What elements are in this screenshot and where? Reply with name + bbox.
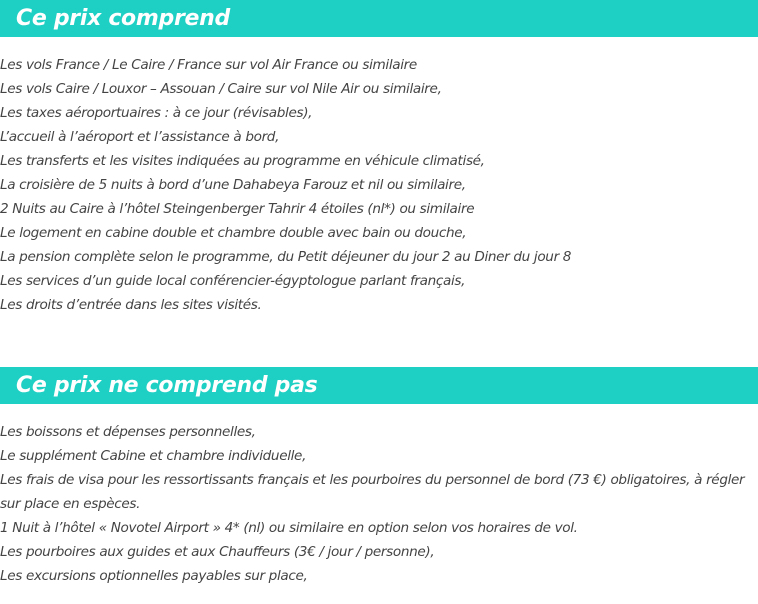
includes-item: Les droits d’entrée dans les sites visités. [0,297,262,313]
includes-item: La pension complète selon le programme, du Petit déjeuner du jour 2 au Diner du jour 8 [0,249,572,265]
includes-item: Le logement en cabine double et chambre double avec bain ou douche, [0,225,467,241]
includes-item: Les transferts et les visites indiquées au programme en véhicule climatisé, [0,153,485,169]
excludes-item: Les frais de visa pour les ressortissants français et les pourboires du personnel de bord (73 €) obligatoires, à régler sur place en espèces. [0,472,745,512]
includes-item: La croisière de 5 nuits à bord d’une Dahabeya Farouz et nil ou similaire, [0,177,466,193]
excludes-item: 1 Nuit à l’hôtel « Novotel Airport » 4* (nl) ou similaire en option selon vos horaires de vol. [0,520,578,536]
includes-heading: Ce prix comprend [0,0,758,37]
excludes-heading: Ce prix ne comprend pas [0,367,758,404]
includes-item: Les services d’un guide local conférencier-égyptologue parlant français, [0,273,466,289]
excludes-item: Le supplément Cabine et chambre individuelle, [0,448,307,464]
includes-list [0,53,748,317]
excludes-item: Les boissons et dépenses personnelles, [0,424,256,440]
includes-item: Les taxes aéroportuaires : à ce jour (révisables), [0,105,313,121]
includes-item: L’accueil à l’aéroport et l’assistance à bord, [0,129,280,145]
includes-item: 2 Nuits au Caire à l’hôtel Steingenberger Tahrir 4 étoiles (nl*) ou similaire [0,201,475,217]
includes-item: Les vols Caire / Louxor – Assouan / Caire sur vol Nile Air ou similaire, [0,81,442,97]
excludes-item: Les excursions optionnelles payables sur place, [0,568,308,584]
excludes-item: Les pourboires aux guides et aux Chauffeurs (3€ / jour / personne), [0,544,435,560]
excludes-list [0,420,748,588]
includes-item: Les vols France / Le Caire / France sur vol Air France ou similaire [0,57,417,73]
